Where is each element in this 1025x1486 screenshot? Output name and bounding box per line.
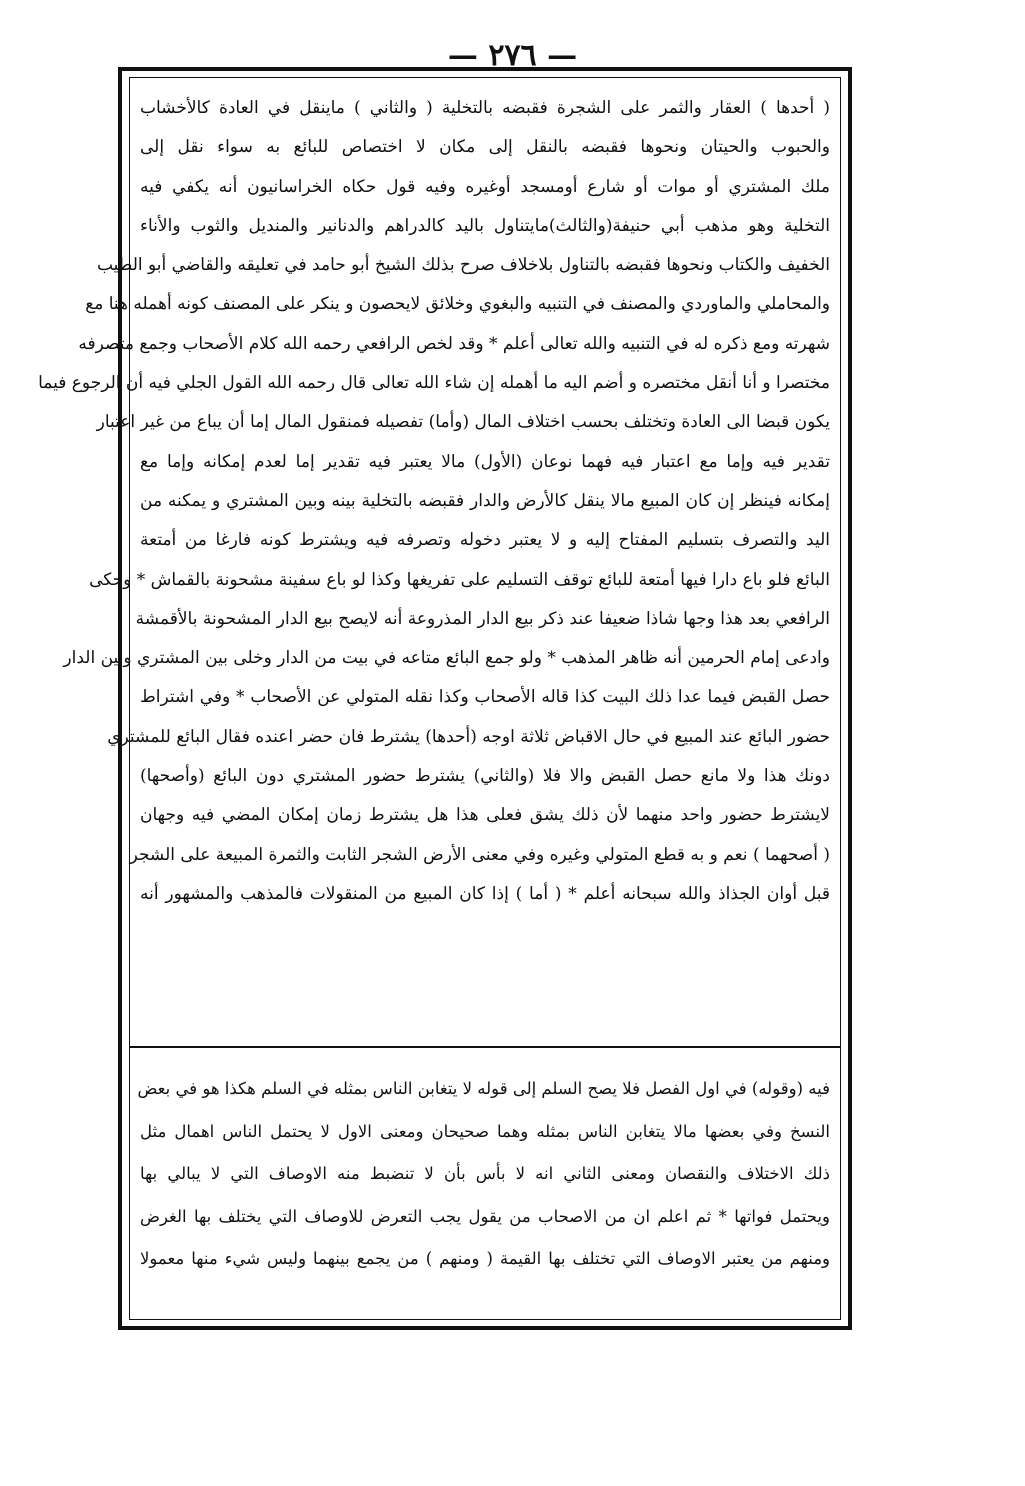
text-line: ملك المشتري أو موات أو شارع أومسجد أوغيره وفيه قول حكاه الخراسانيون أنه يكفي فيه: [140, 176, 830, 197]
text-line: ( أصحهما ) نعم و به قطع المتولي وغيره وفي معنى الأرض الشجر الثابت والثمرة المبيعة على الشجر: [129, 844, 830, 865]
footnote-divider: [129, 1046, 841, 1048]
footnote-block: [137, 1068, 830, 1281]
text-line: تقدير فيه وإما مع اعتبار فيه فهما نوعان (الأول) مالا يعتبر فيه تقدير إما لعدم إمكانه وإما مع: [140, 451, 830, 472]
text-line: وادعى إمام الحرمين أنه ظاهر المذهب * ولو جمع البائع متاعه في بيت من الدار وخلى بين المشتري وبين الدار: [63, 648, 830, 669]
footnote-line: النسخ وفي بعضها مالا يتغابن الناس بمثله وهما صحيحان ومعنى الاول لا يحتمل الناس اهمال مثل: [140, 1121, 830, 1141]
footnote-line: ومنهم من يعتبر الاوصاف التي تختلف بها القيمة ( ومنهم ) من يجمع بينهما وليس شيء منها معمولا: [140, 1249, 830, 1268]
text-line: شهرته ومع ذكره له في التنبيه والله تعالى أعلم * وقد لخص الرافعي رحمه الله كلام الأصحاب وجمع متصرفه: [78, 333, 830, 354]
text-line: والمحاملي والماوردي والمصنف في التنبيه والبغوي وخلائق لايحصون و ينكر على المصنف كونه أهمله هنا مع: [85, 294, 830, 315]
text-line: حصل القبض فيما عدا ذلك البيت كذا قاله الأصحاب وكذا نقله المتولي عن الأصحاب * وفي اشتراط: [140, 687, 830, 708]
footnote-line: ذلك الاختلاف والنقصان ومعنى الثاني انه لا بأس بأن لا تنضبط منه الاوصاف التي لا يبالي بها: [140, 1164, 830, 1183]
text-line: والحبوب والحيتان ونحوها فقبضه بالنقل إلى مكان لا اختصاص للبائع به سواء نقل إلى: [140, 137, 830, 158]
text-line: مختصرا و أنا أنقل مختصره و أضم اليه ما أهمله إن شاء الله تعالى قال رحمه الله القول الجلي فيه أن الرجوع فيما: [38, 373, 830, 394]
text-line: اليد والتصرف بتسليم المفتاح إليه و لا يعتبر دخوله وتصرفه فيه ويشترط كونه فارغا من أمتعة: [140, 530, 830, 551]
text-line: إمكانه فينظر إن كان المبيع مالا ينقل كالأرض والدار فقبضه بالتخلية بينه وبين المشتري و يمكنه من: [140, 490, 830, 511]
text-line: قبل أوان الجذاذ والله سبحانه أعلم * ( أما ) إذا كان المبيع من المنقولات فالمذهب والمشهور أنه: [140, 883, 830, 904]
footnote-line: ويحتمل فواتها * ثم اعلم ان من الاصحاب من يقول يجب التعرض للاوصاف التي يختلف بها الغرض: [140, 1206, 830, 1226]
text-line: ( أحدها ) العقار والثمر على الشجرة فقبضه بالتخلية ( والثاني ) ماينقل في العادة كالأخشاب: [140, 98, 830, 118]
text-line: الرافعي بعد هذا وجها شاذا ضعيفا عند ذكر بيع الدار المذروعة أنه لايصح بيع الدار المشحونة بالأقمشة: [135, 608, 830, 629]
text-line: حضور البائع عند المبيع في حال الاقباض ثلاثة اوجه (أحدها) يشترط فان حضر اعنده فقال البائع للمشتري: [107, 726, 830, 747]
main-text-block: [38, 89, 830, 1034]
text-line: البائع فلو باع دارا فيها أمتعة للبائع توقف التسليم على تفريغها وكذا لو باع سفينة مشحونة بالقماش * وحكى: [89, 569, 830, 590]
text-line: دونك هذا ولا مانع حصل القبض والا فلا (والثاني) يشترط حضور المشتري دون البائع (وأصحها): [140, 766, 830, 787]
text-line: لايشترط حضور واحد منهما لأن ذلك يشق فعلى هذا هل يشترط زمان إمكان المضي فيه وجهان: [140, 805, 830, 826]
text-line: يكون قبضا الى العادة وتختلف بحسب اختلاف المال (وأما) تفصيله فمنقول المال إما أن يباع من غير اعتبار: [96, 412, 830, 433]
text-line: التخلية وهو مذهب أبي حنيفة(والثالث)مايتناول باليد كالدراهم والدنانير والمنديل والثوب والأناء: [140, 215, 830, 236]
footnote-line: فيه (وقوله) في اول الفصل فلا يصح السلم إلى قوله لا يتغابن الناس بمثله في السلم هكذا هو في بعض: [137, 1079, 830, 1098]
page-number: — ٢٧٦ —: [447, 38, 578, 73]
text-line: الخفيف والكتاب ونحوها فقبضه بالتناول بلاخلاف صرح بذلك الشيخ أبو حامد في تعليقه والقاضي أبو الطيب: [96, 255, 830, 276]
